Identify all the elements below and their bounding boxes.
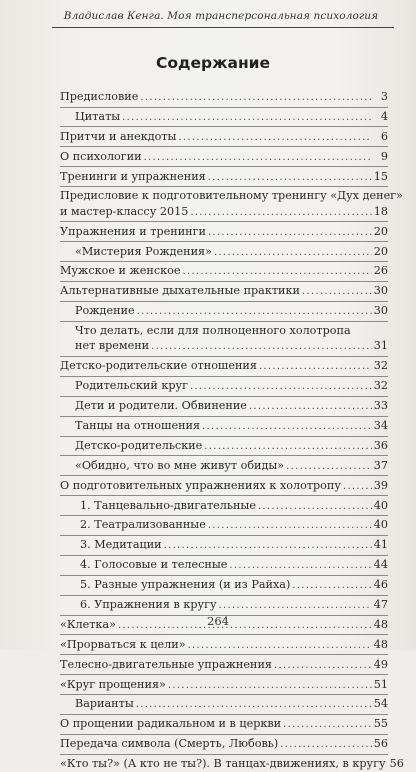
toc-page-number: 33 [373, 399, 388, 413]
toc-entry [60, 537, 388, 553]
toc-page-number: 47 [373, 597, 388, 611]
toc-page-number: 48 [373, 637, 388, 651]
entry-divider [60, 281, 388, 282]
toc-page-number: 6 [380, 129, 388, 143]
toc-entry [60, 637, 388, 653]
toc-page-number: 4 [380, 109, 388, 123]
toc-entry [60, 323, 388, 355]
toc-entry [60, 244, 388, 260]
toc-entry-title: Мужское и женское [60, 264, 181, 278]
toc-entry [60, 169, 388, 185]
entry-divider [60, 146, 388, 147]
entry-divider [60, 475, 388, 476]
running-head: Владислав Кенга. Моя трансперсональная психология [63, 10, 379, 22]
toc-page-number: 30 [373, 284, 388, 298]
dot-leader [219, 598, 372, 613]
dot-leader [229, 558, 371, 573]
dot-leader [151, 339, 372, 354]
toc-entry-title: Детско-родительские [75, 438, 203, 452]
toc-entry-title: Детско-родительские отношения [60, 359, 257, 373]
entry-divider [60, 714, 388, 715]
toc-entry-title: Рождение [75, 304, 135, 318]
toc-page-number: 32 [373, 359, 388, 373]
entry-divider [60, 495, 388, 496]
dot-leader [208, 518, 372, 533]
toc-entry-title: Что делать, если для полноценного холотропа [75, 324, 351, 338]
toc-page-number: 55 [373, 717, 388, 731]
toc-page-number: 44 [373, 558, 388, 572]
entry-divider [60, 186, 388, 187]
toc-entry [60, 716, 388, 732]
dot-leader [190, 205, 371, 220]
dot-leader [274, 658, 372, 673]
toc-entry-title: О прощении радикальном и в церкви [60, 717, 282, 731]
toc-entry [60, 657, 388, 673]
toc-entry [60, 303, 388, 319]
toc-entry-title: О психологии [60, 149, 142, 163]
toc-title: Содержание [155, 54, 271, 72]
toc-entry-title-continued: и мастер-классу 2015 [60, 204, 189, 218]
entry-divider [60, 241, 388, 242]
toc-entry-title: Дети и родители. Обвинение [75, 399, 247, 413]
dot-leader [208, 170, 372, 185]
entry-divider [60, 734, 388, 735]
toc-entry-title: «Мистерия Рождения» [75, 244, 212, 258]
toc-page-number: 36 [373, 438, 388, 452]
dot-leader [178, 130, 372, 145]
toc-entry [60, 557, 388, 573]
toc-entry [60, 398, 388, 414]
dot-leader [164, 538, 372, 553]
entry-divider [60, 754, 388, 755]
dot-leader [136, 697, 372, 712]
toc-entry-title: Предисловие [60, 90, 139, 103]
toc-page-number: 32 [373, 379, 388, 393]
toc-page-number: 39 [373, 478, 388, 492]
entry-divider [60, 436, 388, 437]
toc-entry [60, 129, 388, 145]
toc-entry-title: 1. Танцевально-двигательные [80, 498, 256, 512]
toc-entry [60, 478, 388, 494]
entry-divider [60, 107, 388, 108]
toc-entry-title: Танцы на отношения [75, 418, 201, 432]
entry-divider [60, 321, 388, 322]
entry-divider [60, 535, 388, 536]
toc-entry-title: 6. Упражнения в кругу [80, 597, 217, 611]
toc-page-number: 40 [373, 518, 388, 532]
toc-entry [60, 358, 388, 374]
toc-entry-title: «Прорваться к цели» [60, 637, 186, 651]
entry-divider [60, 694, 388, 695]
toc-entry-title: Предисловие к подготовительному тренингу «Дух денег» [60, 189, 403, 203]
dot-leader [283, 717, 372, 732]
toc-page-number: 46 [373, 578, 388, 592]
toc-entry-title: 4. Голосовые и телесные [80, 558, 228, 572]
toc-entry [60, 677, 388, 693]
dot-leader [208, 225, 372, 240]
toc-page-number: 3 [380, 90, 388, 103]
dot-leader [202, 419, 372, 434]
toc-entry [60, 498, 388, 514]
toc-entry-title: Телесно-двигательные упражнения [60, 657, 272, 671]
dot-leader [183, 264, 372, 279]
dot-leader [286, 459, 372, 474]
entry-divider [60, 356, 388, 357]
dot-leader [204, 439, 371, 454]
toc-entry-title: «Обидно, что во мне живут обиды» [75, 458, 285, 472]
toc-entry [60, 378, 388, 394]
entry-divider [60, 674, 388, 675]
toc-entry [60, 188, 403, 220]
toc-entry-title: Варианты [75, 697, 134, 711]
page-number: 264 [207, 614, 229, 628]
dot-leader [280, 737, 372, 752]
dot-leader [137, 304, 372, 319]
header-rule [52, 27, 394, 28]
toc-entry-title: Альтернативные дыхательные практики [60, 284, 300, 298]
toc-entry-title: Цитаты [75, 109, 121, 123]
entry-divider [60, 555, 388, 556]
toc-entry [60, 109, 388, 125]
toc-entry [60, 696, 388, 712]
entry-divider [60, 301, 388, 302]
toc-page-number: 41 [373, 538, 388, 552]
dot-leader [214, 245, 372, 260]
entry-divider [60, 416, 388, 417]
dot-leader [188, 638, 372, 653]
toc-page-number: 56 [373, 737, 388, 751]
toc-entry-title: 3. Медитации [80, 538, 162, 552]
entry-divider [60, 634, 388, 635]
toc-entry-title-continued: нет времени [75, 339, 150, 353]
toc-page-number: 31 [373, 339, 388, 353]
toc-entry-title: Родительский круг [75, 379, 188, 393]
toc-page-number: 40 [373, 498, 388, 512]
toc-entry-title: О подготовительных упражнениях к холотропу [60, 478, 341, 492]
toc-entry [60, 756, 404, 772]
dot-leader [343, 479, 372, 494]
toc-page-number: 26 [373, 264, 388, 278]
toc-entry [60, 597, 388, 613]
toc-entry-title: «Круг прощения» [60, 677, 166, 691]
dot-leader [302, 284, 372, 299]
dot-leader [140, 90, 372, 105]
toc-page-number: 18 [373, 204, 388, 218]
toc-entry [60, 736, 388, 752]
dot-leader [144, 150, 372, 165]
dot-leader [190, 379, 372, 394]
entry-divider [60, 595, 388, 596]
toc-entry [60, 577, 388, 593]
toc-page-number: 20 [373, 244, 388, 258]
entry-divider [60, 654, 388, 655]
toc-page-number: 15 [373, 169, 388, 183]
toc-entry-title: Притчи и анекдоты [60, 129, 177, 143]
dot-leader [259, 359, 372, 374]
toc-page-number: 9 [380, 149, 388, 163]
dot-leader [168, 678, 372, 693]
entry-divider [60, 166, 388, 167]
dot-leader [249, 399, 372, 414]
toc-entry [60, 517, 388, 533]
entry-divider [60, 515, 388, 516]
toc-entry [60, 283, 388, 299]
toc-page-number: 56 [389, 757, 404, 771]
entry-divider [60, 221, 388, 222]
entry-divider [60, 396, 388, 397]
toc-page-number: 30 [373, 304, 388, 318]
toc-page-number: 54 [373, 697, 388, 711]
toc-entry [60, 458, 388, 474]
dot-leader [122, 110, 372, 125]
dot-leader [292, 578, 371, 593]
toc-page-number: 48 [373, 617, 388, 631]
toc-entry-title: 2. Театрализованные [80, 518, 206, 532]
entry-divider [60, 261, 388, 262]
toc-page-number: 34 [373, 418, 388, 432]
toc-entry [60, 263, 388, 279]
toc-entry-title: Передача символа (Смерть, Любовь) [60, 737, 279, 751]
toc-entry [60, 89, 388, 105]
toc-page-number: 20 [373, 224, 388, 238]
toc-list [60, 89, 404, 772]
toc-page-number: 51 [373, 677, 388, 691]
toc-entry-title: Упражнения и тренинги [60, 224, 206, 238]
toc-entry-title: «Клетка» [60, 617, 116, 631]
toc-entry [60, 149, 388, 165]
toc-page-number: 37 [373, 458, 388, 472]
entry-divider [60, 126, 388, 127]
toc-entry [60, 438, 388, 454]
toc-page-number: 49 [373, 657, 388, 671]
entry-divider [60, 376, 388, 377]
toc-entry-title: 5. Разные упражнения (и из Райха) [80, 578, 291, 592]
toc-entry-title: «Кто ты?» (А кто не ты?). В танцах-движениях, в кругу [60, 757, 386, 771]
dot-leader [258, 499, 372, 514]
entry-divider [60, 455, 388, 456]
toc-entry [60, 418, 388, 434]
entry-divider [60, 575, 388, 576]
toc-entry-title: Тренинги и упражнения [60, 169, 206, 183]
toc-entry [60, 224, 388, 240]
